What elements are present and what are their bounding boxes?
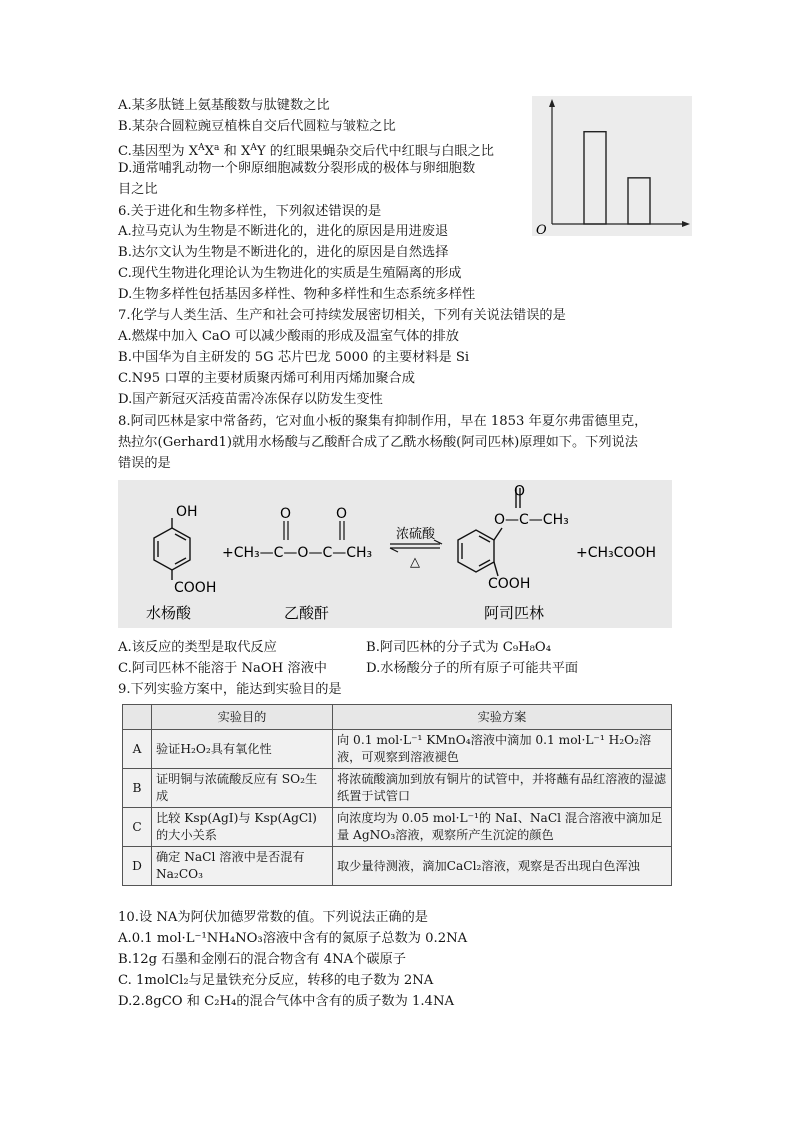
row-goal: 验证H₂O₂具有氧化性	[152, 730, 333, 769]
aspirin-structure	[458, 488, 520, 576]
q5-option-a: A.某多肽链上氨基酸数与肽键数之比	[118, 98, 330, 113]
q5-c-pre: C.基因型为 X	[118, 144, 199, 159]
row-goal: 证明铜与浓硫酸反应有 SO₂生成	[152, 769, 333, 808]
heat-label: △	[410, 555, 420, 570]
salicylic-oh-label: OH	[176, 504, 198, 520]
q6-option-d: D.生物多样性包括基因多样性、物种多样性和生态系统多样性	[118, 287, 476, 302]
aspirin-carbonyl-oxygen: O	[514, 483, 526, 500]
q6-option-a: A.拉马克认为生物是不断进化的，进化的原因是用进废退	[118, 224, 449, 239]
origin-label: O	[536, 223, 547, 236]
bar-2	[628, 178, 650, 224]
row-plan: 将浓硫酸滴加到放有铜片的试管中，并将蘸有品红溶液的湿滤纸置于试管口	[333, 769, 672, 808]
q6-option-c: C.现代生物进化理论认为生物进化的实质是生殖隔离的形成	[118, 266, 462, 281]
reaction-scheme	[118, 480, 672, 628]
q8-option-d: D.水杨酸分子的所有原子可能共平面	[366, 661, 579, 676]
anhydride-double-bonds	[284, 521, 344, 540]
q8-option-c: C.阿司匹林不能溶于 NaOH 溶液中	[118, 661, 327, 676]
q7-option-c: C.N95 口罩的主要材质聚丙烯可利用丙烯加聚合成	[118, 371, 415, 386]
y-axis-arrow	[549, 99, 555, 107]
row-plan: 向 0.1 mol·L⁻¹ KMnO₄溶液中滴加 0.1 mol·L⁻¹ H₂O₂溶液，可观察到溶液褪色	[333, 730, 672, 769]
row-goal: 确定 NaCl 溶液中是否混有Na₂CO₃	[152, 847, 333, 886]
q10-option-a: A.0.1 mol·L⁻¹NH₄NO₃溶液中含有的氮原子总数为 0.2NA	[118, 931, 468, 946]
q10-stem: 10.设 NA为阿伏加德罗常数的值。下列说法正确的是	[118, 910, 428, 925]
table-header-cell: 实验方案	[333, 705, 672, 730]
name-aspirin: 阿司匹林	[484, 604, 545, 622]
row-letter: A	[123, 730, 152, 769]
table-row	[123, 769, 672, 808]
q5-c-sup1: A	[198, 143, 205, 153]
catalyst-label: 浓硫酸	[396, 527, 436, 542]
row-letter: D	[123, 847, 152, 886]
x-axis-arrow	[682, 221, 690, 227]
q9-stem: 9.下列实验方案中，能达到实验目的是	[118, 682, 342, 697]
aspirin-cooh-label: COOH	[488, 576, 531, 592]
row-plan: 向浓度均为 0.05 mol·L⁻¹的 NaI、NaCl 混合溶液中滴加足量 AgNO₃溶液，观察所产生沉淀的颜色	[333, 808, 672, 847]
table-row	[123, 847, 672, 886]
q5-option-b: B.某杂合圆粒豌豆植株自交后代圆粒与皱粒之比	[118, 119, 396, 134]
q5-c-post: Y 的红眼果蝇杂交后代中红眼与白眼之比	[256, 144, 494, 159]
bar-chart	[532, 96, 692, 236]
q10-option-d: D.2.8gCO 和 C₂H₄的混合气体中含有的质子数为 1.4NA	[118, 994, 455, 1009]
q5-option-d-line1: D.通常哺乳动物一个卵原细胞减数分裂形成的极体与卵细胞数	[118, 161, 476, 176]
anhydride-oxygen-2: O	[336, 506, 348, 522]
q5-c-sup3: A	[250, 143, 257, 153]
q7-stem: 7.化学与人类生活、生产和社会可持续发展密切相关，下列有关说法错误的是	[118, 308, 566, 323]
name-salicylic-acid: 水杨酸	[146, 604, 192, 622]
salicylic-acid-structure	[154, 518, 190, 580]
q8-stem-line2: 热拉尔(Gerhard1)就用水杨酸与乙酸酐合成了乙酰水杨酸(阿司匹林)原理如下。下列说法	[118, 435, 638, 450]
q8-stem-line1: 8.阿司匹林是家中常备药，它对血小板的聚集有抑制作用，早在 1853 年夏尔弗雷德里克，	[118, 414, 648, 429]
aspirin-ester-group: O—C—CH₃	[494, 512, 569, 528]
q5-c-mid2: 和 X	[219, 144, 251, 159]
q7-option-d: D.国产新冠灭活疫苗需冷冻保存以防发生变性	[118, 392, 383, 407]
anhydride-formula: +CH₃—C—O—C—CH₃	[222, 545, 373, 561]
q8-option-b: B.阿司匹林的分子式为 C₉H₈O₄	[366, 640, 552, 655]
table-header-cell: 实验目的	[152, 705, 333, 730]
q8-option-a: A.该反应的类型是取代反应	[118, 640, 277, 655]
row-letter: B	[123, 769, 152, 808]
q6-option-b: B.达尔文认为生物是不断进化的，进化的原因是自然选择	[118, 245, 449, 260]
row-letter: C	[123, 808, 152, 847]
q6-stem: 6.关于进化和生物多样性，下列叙述错误的是	[118, 204, 382, 219]
anhydride-oxygen-1: O	[280, 506, 292, 522]
q8-stem-line3: 错误的是	[118, 456, 171, 471]
acetic-acid-product: +CH₃COOH	[576, 545, 656, 561]
table-row	[123, 808, 672, 847]
name-acetic-anhydride: 乙酸酐	[284, 604, 330, 622]
table-header-cell	[123, 705, 152, 730]
bar-1	[584, 132, 606, 224]
q7-option-b: B.中国华为自主研发的 5G 芯片巴龙 5000 的主要材料是 Si	[118, 350, 470, 365]
q10-option-c: C. 1molCl₂与足量铁充分反应，转移的电子数为 2NA	[118, 973, 434, 988]
table-row	[123, 730, 672, 769]
q5-c-sup2: a	[214, 143, 220, 153]
row-plan: 取少量待测液，滴加CaCl₂溶液，观察是否出现白色浑浊	[333, 847, 672, 886]
experiment-table	[122, 704, 672, 886]
table-header-row	[123, 705, 672, 730]
q7-option-a: A.燃煤中加入 CaO 可以减少酸雨的形成及温室气体的排放	[118, 329, 459, 344]
q5-option-d-line2: 目之比	[118, 182, 158, 197]
row-goal: 比较 Ksp(AgI)与 Ksp(AgCl)的大小关系	[152, 808, 333, 847]
q10-option-b: B.12g 石墨和金刚石的混合物含有 4NA个碳原子	[118, 952, 406, 967]
salicylic-cooh-label: COOH	[174, 580, 217, 596]
q5-c-mid1: X	[204, 144, 215, 159]
